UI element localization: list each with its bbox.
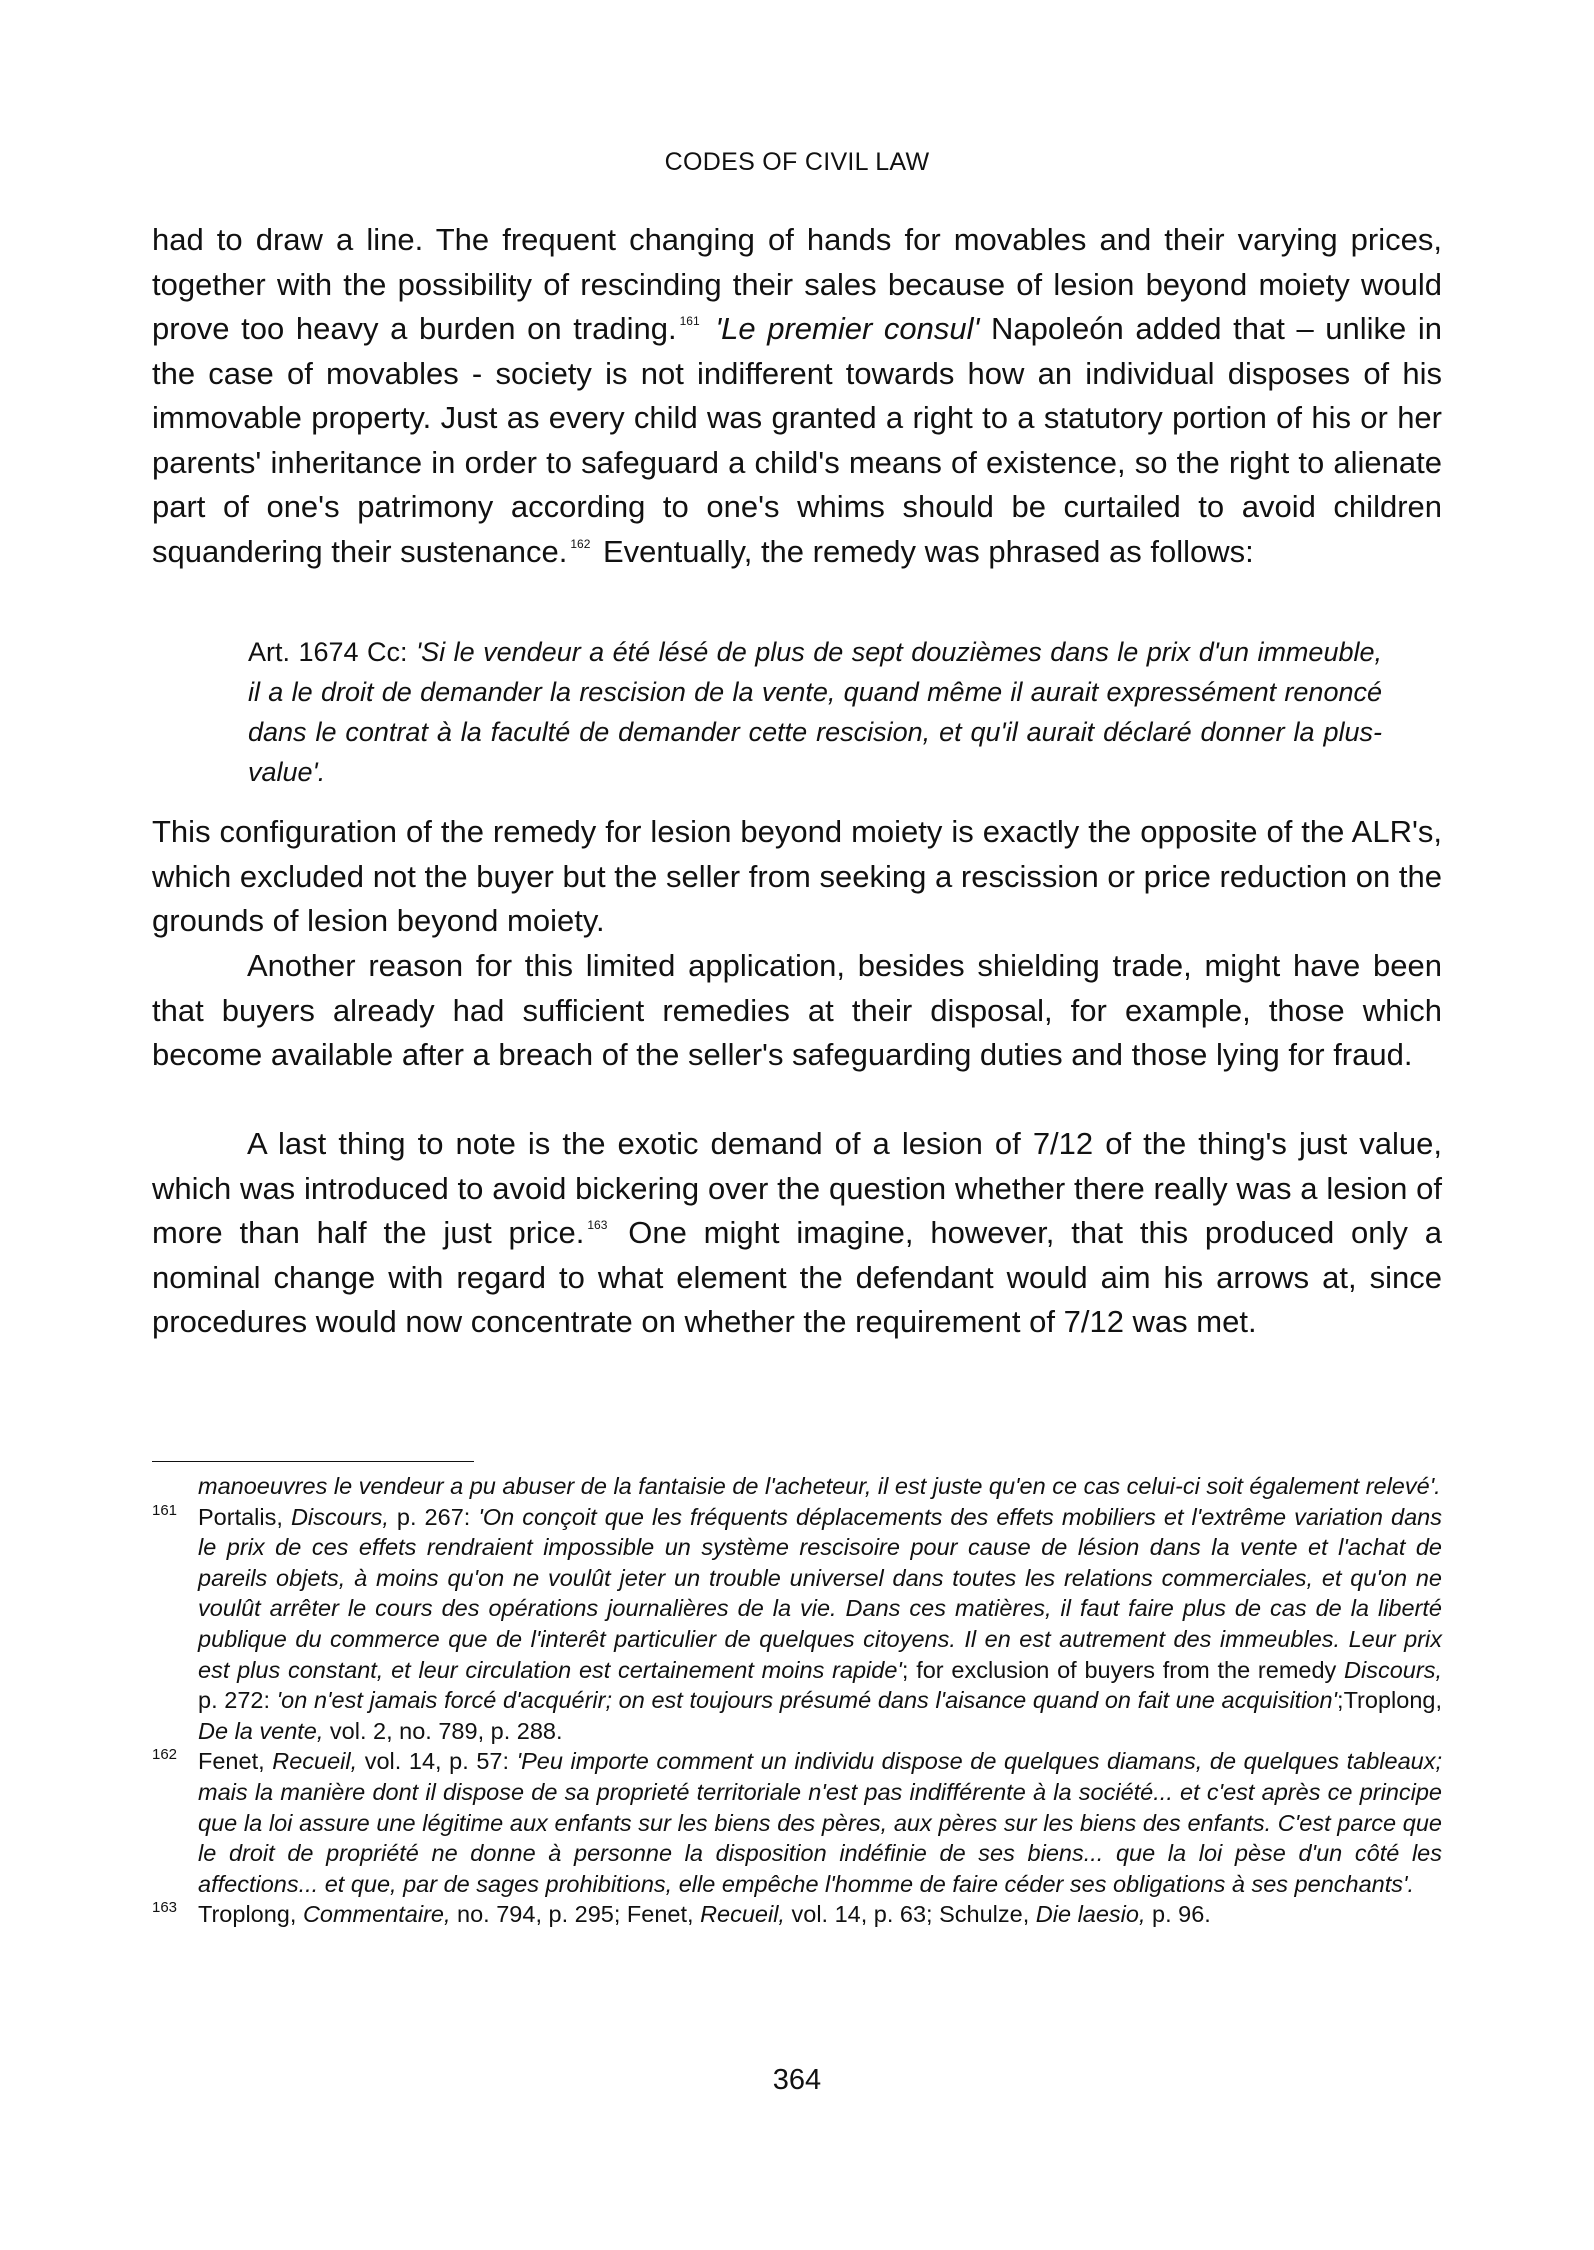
footnote-title: Discours, <box>290 1503 389 1530</box>
footnote-163 <box>152 1899 1442 1930</box>
footnote-title: Commentaire, <box>302 1901 451 1928</box>
footnote-title: De la vente, <box>198 1717 324 1744</box>
paragraph-2-text: This configuration of the remedy for lesion beyond moiety is exactly the opposite of the ALR's, which excluded not the buyer but the seller from seeking a rescission or price reduction on the grounds of lesion beyond moiety. <box>152 814 1442 938</box>
footnote-ref-163[interactable]: 163 <box>587 1218 608 1232</box>
footnote-title: Discours, <box>1344 1656 1442 1683</box>
footnote-text: Fenet, <box>198 1748 273 1775</box>
page-number: 364 <box>772 2064 822 2096</box>
footnote-text: Troplong, <box>198 1901 303 1928</box>
footnote-161 <box>152 1502 1442 1747</box>
paragraph-1 <box>152 218 1442 574</box>
footnote-text: vol. 14, p. 57: <box>357 1748 517 1775</box>
paragraph-3 <box>152 944 1442 1078</box>
footnote-text: p. 267: <box>388 1503 479 1530</box>
quote-text: 'Si le vendeur a été lésé de plus de sept douzièmes dans le prix d'un immeuble, il a le droit de demander la rescision de la vente, quand même il aurait expressément renoncé dans le contrat à la faculté de demander cette rescision, et qu'il aurait déclaré donner la plus-value'. <box>248 637 1382 787</box>
footnote-quote: 'Peu importe comment un individu dispose de quelques diamans, de quelques tableaux; mais la manière dont il dispose de sa proprieté territoriale n'est pas indifférente à la société... et c'est après ce principe que la loi assure une légitime aux enfants sur les biens des pères, aux pères sur les biens des enfants. C'est parce que le droit de propriété ne donne à personne la disposition indéfinie de ses biens... que la loi pèse d'un côté les affections... et que, par de sages prohibitions, elle empêche l'homme de faire céder ses obligations à ses penchants'. <box>198 1748 1442 1897</box>
footnote-continued <box>152 1471 1442 1502</box>
footnotes <box>152 1471 1442 1930</box>
footnote-text: p. 96. <box>1145 1901 1211 1928</box>
footnote-text: p. 272: <box>198 1687 277 1714</box>
footnote-number: 161 <box>152 1501 178 1519</box>
footnote-number: 163 <box>152 1899 178 1917</box>
paragraph-1-text-a: had to draw a line. The frequent changing of hands for movables and their varying prices, together with the possibility of rescinding their sales because of lesion beyond moiety would prove too heavy a burden on trading. <box>152 222 1442 346</box>
paragraph-4 <box>152 1122 1442 1345</box>
footnote-text: vol. 2, no. 789, p. 288. <box>323 1717 563 1744</box>
paragraph-1-text-c: Napoleón added that – unlike in the case of movables - society is not indifferent towards how an individual disposes of his immovable property. Just as every child was granted a right to a statutory portion of his or her parents' inheritance in order to safeguard a child's means of existence, so the right to alienate part of one's patrimony according to one's whims should be curtailed to avoid children squandering their sustenance. <box>152 311 1443 569</box>
block-quote-art-1674 <box>248 632 1382 792</box>
quote-prefix: Art. 1674 Cc: <box>248 637 416 667</box>
paragraph-4-text-b: One might imagine, however, that this produced only a nominal change with regard to what element the defendant would aim his arrows at, since procedures would now concentrate on whether the requirement of 7/12 was met. <box>152 1215 1442 1339</box>
paragraph-1-quote: 'Le premier consul' <box>715 311 980 346</box>
paragraph-2 <box>152 810 1442 944</box>
footnote-ref-161[interactable]: 161 <box>679 314 700 328</box>
footnote-title: Die laesio, <box>1035 1901 1146 1928</box>
footnote-text: vol. 14, p. 63; Schulze, <box>784 1901 1036 1928</box>
running-header: CODES OF CIVIL LAW <box>664 148 930 176</box>
footnote-title: Recueil, <box>272 1748 358 1775</box>
footnote-quote: 'on n'est jamais forcé d'acquérir; on est toujours présumé dans l'aisance quand on fait une acquisition' <box>276 1687 1338 1714</box>
footnote-title: Recueil, <box>700 1901 785 1928</box>
footnote-text: ;Troplong, <box>1337 1687 1442 1714</box>
footnote-text: ; for exclusion of buyers from the remedy <box>901 1656 1345 1683</box>
footnote-ref-162[interactable]: 162 <box>570 536 591 551</box>
footnote-number: 162 <box>152 1746 178 1764</box>
paragraph-3-text: Another reason for this limited application, besides shielding trade, might have been that buyers already had sufficient remedies at their disposal, for example, those which become available after a breach of the seller's safeguarding duties and those lying for fraud. <box>152 948 1442 1072</box>
paragraph-4-text-a: A last thing to note is the exotic demand of a lesion of 7/12 of the thing's just value, which was introduced to avoid bickering over the question whether there really was a lesion of more than half the just price. <box>152 1126 1442 1250</box>
footnote-continued-text: manoeuvres le vendeur a pu abuser de la fantaisie de l'acheteur, il est juste qu'en ce cas celui-ci soit également relevé'. <box>198 1473 1441 1499</box>
footnote-quote: 'On conçoit que les fréquents déplacements des effets mobiliers et l'extrême variation dans le prix de ces effets rendraient impossible un système rescisoire pour cause de lésion dans la vente et l'achat de pareils objets, à moins qu'on ne voulût jeter un trouble universel dans toutes les relations commerciales, et qu'on ne voulût arrêter le cours des opérations journalières de la vie. Dans ces matières, il faut faire plus de cas de la liberté publique du commerce que de l'interêt particulier de quelques citoyens. Il en est autrement des immeubles. Leur prix est plus constant, et leur circulation est certainement moins rapide' <box>198 1503 1442 1683</box>
footnote-separator <box>152 1461 474 1462</box>
footnote-text: Portalis, <box>198 1503 291 1530</box>
footnote-text: no. 794, p. 295; Fenet, <box>450 1901 701 1928</box>
paragraph-1-text-d: Eventually, the remedy was phrased as follows: <box>594 533 1254 569</box>
footnote-162 <box>152 1746 1442 1899</box>
